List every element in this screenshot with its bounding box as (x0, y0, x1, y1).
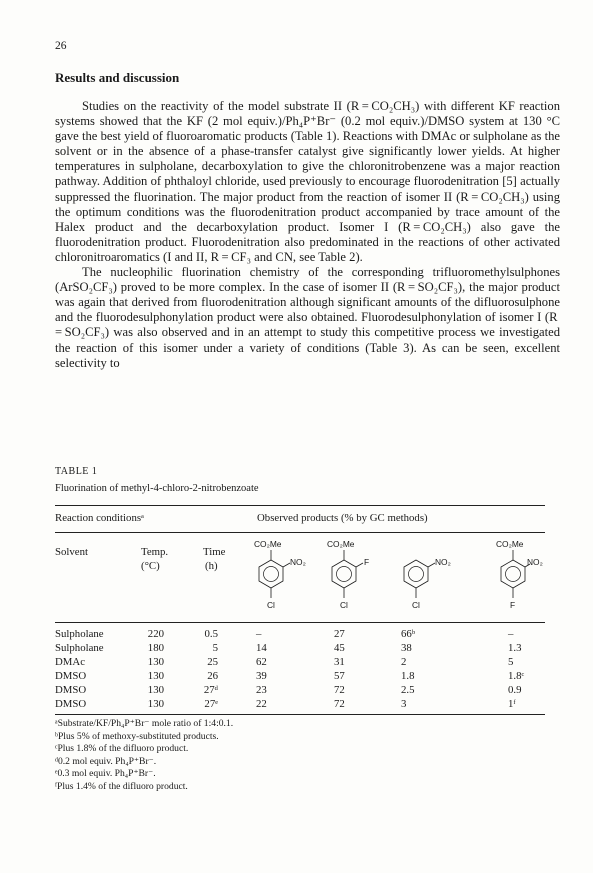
col-time: Time (203, 546, 226, 558)
col-solvent: Solvent (55, 546, 88, 558)
table-cell-product-decarboxylated: 66ᵇ (401, 628, 416, 640)
table-cell-product-fluoro-ester: 27 (334, 628, 345, 640)
structure-fluoro-ester (323, 538, 383, 613)
table-cell-solvent: Sulpholane (55, 628, 104, 640)
table-cell-product-nitro-ester: 62 (256, 656, 267, 668)
table-cell-temp: 130 (147, 698, 164, 710)
structure-2-top-label: CO₂Me (327, 539, 355, 549)
table-bottom-rule (55, 714, 545, 715)
page-number: 26 (55, 40, 67, 52)
table-cell-product-fluoro-ester: 31 (334, 656, 345, 668)
section-heading: Results and discussion (55, 70, 180, 85)
table-cell-solvent: DMSO (55, 698, 87, 710)
structure-nitro-ester (250, 538, 310, 613)
table-cell-product-halex: 1.3 (508, 642, 522, 654)
table-cell-product-fluoro-ester: 57 (334, 670, 345, 682)
col-temp: Temp. (141, 546, 169, 558)
header-reaction-conditions: Reaction conditionsᵃ (55, 512, 145, 524)
table-cell-product-nitro-ester: 14 (256, 642, 267, 654)
table-cell-product-halex: 1.8ᶜ (508, 670, 525, 682)
table-cell-product-nitro-ester: 22 (256, 698, 267, 710)
footnote: ᵃSubstrate/KF/Ph₄P⁺Br⁻ mole ratio of 1:4:0.1. (55, 718, 234, 729)
structure-1-bottom-label: Cl (267, 600, 275, 610)
table-cell-temp: 220 (147, 628, 164, 640)
table-cell-product-decarboxylated: 2 (401, 656, 407, 668)
structure-2-side-label: F (364, 557, 370, 567)
structure-3-side-label: NO₂ (435, 557, 451, 567)
table-top-rule (55, 505, 545, 506)
table-cell-time: 26 (207, 670, 218, 682)
table-cell-product-decarboxylated: 2.5 (401, 684, 415, 696)
col-time-unit: (h) (205, 560, 218, 572)
table-cell-product-decarboxylated: 3 (401, 698, 407, 710)
paragraph-1: Studies on the reactivity of the model substrate II (R = CO₂CH₃) with different KF reaction systems showed that the KF (2 mol equiv.)/Ph₄P⁺Br⁻ (0.2 mol equiv.)/DMSO system at 130 °C gave the best yield of fluoroaromatic products (Table 1). Reactions with DMAc or sulpholane as the solvent or in the absence of a phase-transfer catalyst give significantly lower yields. At higher temperatures in sulpholane, decarboxylation to give the chloronitrobenzene was a major reaction pathway. Addition of phthaloyl chloride, used previously to encourage fluorodenitration [5] actually suppressed the fluorination. The major product from the reaction of isomer II (R = CO₂CH₃) using the optimum conditions was the fluorodenitration product accompanied by trace amount of the Halex product and the decarboxylation product. Isomer I (R = CO₂CH₃) also gave the fluorodenitration product. Fluorodenitration also predominated in the reactions of other activated chloronitroaromatics (I and II, R = CF₃ and CN, see Table 2). (55, 99, 560, 264)
table-cell-product-halex: 1ᶠ (508, 698, 516, 710)
structure-1-top-label: CO₂Me (254, 539, 282, 549)
table-body-rule (55, 622, 545, 623)
table-cell-product-nitro-ester: – (256, 628, 262, 640)
footnote: ᵇPlus 5% of methoxy-substituted products. (55, 730, 219, 742)
body-text (55, 99, 560, 371)
table-cell-product-fluoro-ester: 72 (334, 684, 345, 696)
footnote: ᶜPlus 1.8% of the difluoro product. (55, 743, 189, 755)
table-caption: Fluorination of methyl-4-chloro-2-nitrobenzoate (55, 483, 259, 494)
structure-2-bottom-label: Cl (340, 600, 348, 610)
table-cell-solvent: DMAc (55, 656, 85, 668)
table-cell-product-decarboxylated: 38 (401, 642, 412, 654)
table-cell-solvent: DMSO (55, 684, 87, 696)
paragraph-2: The nucleophilic fluorination chemistry of the corresponding trifluoromethylsulphones (ArSO₂CF₃) proved to be more complex. In the case of isomer II (R = SO₂CF₃), the major product was again that derived from fluorodenitration although significant amounts of the difluorosulphone and the fluorodesulphonylation product were also obtained. Fluorodesulphonylation of isomer I (R = SO₂CF₃) was also observed and in an attempt to study this competitive process we investigated the reaction of this isomer under a variety of conditions (Table 3). As can be seen, excellent selectivity to (55, 265, 560, 370)
col-temp-unit: (°C) (141, 560, 160, 572)
table-cell-time: 27ᵉ (204, 698, 218, 710)
table-cell-temp: 130 (147, 670, 164, 682)
footnote: ᵉ0.3 mol equiv. Ph₄P⁺Br⁻. (55, 768, 156, 780)
table-cell-temp: 130 (147, 684, 164, 696)
structure-halex-product (492, 538, 552, 613)
table-cell-temp: 130 (147, 656, 164, 668)
header-observed-products: Observed products (% by GC methods) (257, 512, 428, 524)
footnote: ᵈ0.2 mol equiv. Ph₄P⁺Br⁻. (55, 755, 157, 767)
table-number: TABLE 1 (55, 466, 98, 477)
structure-4-bottom-label: F (510, 600, 516, 610)
table-cell-time: 5 (212, 642, 218, 654)
table-cell-product-fluoro-ester: 72 (334, 698, 345, 710)
structure-3-bottom-label: Cl (412, 600, 420, 610)
table-cell-time: 27ᵈ (203, 684, 218, 696)
table-cell-product-fluoro-ester: 45 (334, 642, 345, 654)
table-cell-product-halex: 0.9 (508, 684, 522, 696)
table-cell-time: 25 (207, 656, 218, 668)
table-cell-solvent: Sulpholane (55, 642, 104, 654)
table-cell-solvent: DMSO (55, 670, 87, 682)
table-cell-time: 0.5 (204, 628, 218, 640)
structure-1-side-label: NO₂ (290, 557, 306, 567)
table-cell-product-nitro-ester: 39 (256, 670, 267, 682)
structure-4-side-label: NO₂ (527, 557, 543, 567)
structure-chloronitrobenzene (395, 538, 455, 613)
table-cell-product-halex: – (508, 628, 514, 640)
structure-4-top-label: CO₂Me (496, 539, 524, 549)
table-cell-temp: 180 (147, 642, 164, 654)
table-cell-product-nitro-ester: 23 (256, 684, 267, 696)
table-cell-product-halex: 5 (508, 656, 514, 668)
table-header-rule (55, 532, 545, 533)
footnote: ᶠPlus 1.4% of the difluoro product. (55, 781, 188, 792)
table-cell-product-decarboxylated: 1.8 (401, 670, 415, 682)
